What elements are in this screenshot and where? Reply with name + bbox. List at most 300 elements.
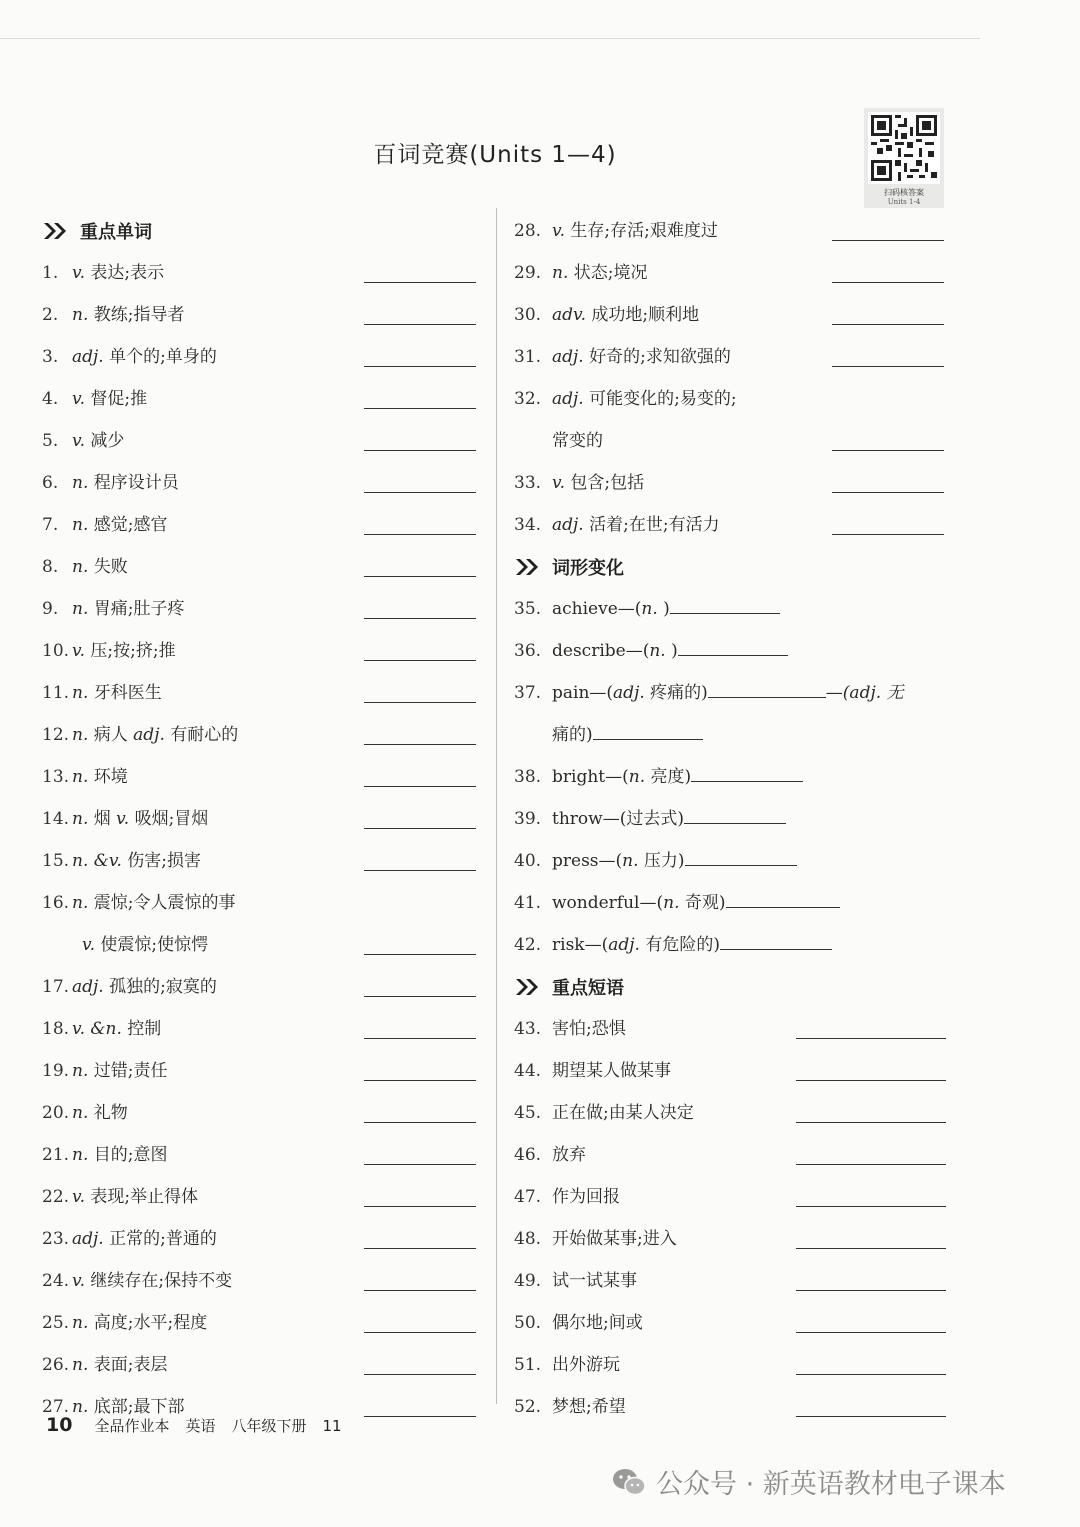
part-of-speech: adj. — [608, 935, 640, 955]
answer-blank[interactable] — [364, 954, 476, 955]
meaning: 胃痛;肚子疼 — [93, 599, 185, 619]
phrase-item — [514, 1344, 950, 1386]
meaning: 震惊;令人震惊的事 — [93, 893, 236, 913]
section-word-forms — [514, 546, 950, 588]
meaning: 高度;水平;程度 — [93, 1313, 208, 1333]
item-number: 44. — [514, 1061, 542, 1081]
phrase-meaning: 出外游玩 — [552, 1355, 620, 1375]
item-number: 15. — [42, 851, 70, 871]
meaning: 单个的;单身的 — [109, 347, 217, 367]
part-of-speech: adj. — [133, 725, 165, 745]
answer-blank[interactable] — [832, 282, 944, 283]
meaning: 烟 — [93, 809, 111, 829]
word-prompt: describe—( — [552, 641, 650, 661]
answer-blank[interactable] — [832, 324, 944, 325]
word-prompt: achieve—( — [552, 599, 642, 619]
phrase-meaning: 开始做某事;进入 — [552, 1229, 677, 1249]
meaning: 表面;表层 — [93, 1355, 168, 1375]
part-of-speech: v. — [72, 641, 85, 661]
item-number: 46. — [514, 1145, 542, 1165]
item-number: 49. — [514, 1271, 542, 1291]
item-number: 1. — [42, 263, 59, 283]
answer-blank[interactable] — [796, 1038, 946, 1039]
meaning: 感觉;感官 — [93, 515, 168, 535]
meaning: 包含;包括 — [570, 473, 645, 493]
answer-blank[interactable] — [364, 702, 476, 703]
part-of-speech: v. — [552, 221, 565, 241]
answer-blank[interactable] — [832, 450, 944, 451]
section-title: 重点短语 — [552, 978, 624, 999]
phrase-item — [514, 1302, 950, 1344]
word-item — [42, 1218, 480, 1260]
part-of-speech: adj. — [72, 977, 104, 997]
answer-blank[interactable] — [670, 599, 780, 614]
page-footer — [46, 1414, 358, 1436]
part-of-speech: v. — [72, 263, 85, 283]
meaning: 控制 — [127, 1019, 162, 1039]
item-number: 18. — [42, 1019, 70, 1039]
meaning: 好奇的;求知欲强的 — [589, 347, 731, 367]
meaning: 状态;境况 — [573, 263, 648, 283]
word-item — [42, 588, 480, 630]
word-item — [42, 546, 480, 588]
section-title: 重点单词 — [80, 222, 152, 243]
right-column — [514, 210, 950, 1428]
meaning: 吸烟;冒烟 — [134, 809, 209, 829]
part-of-speech: n. — [641, 599, 658, 619]
phrase-list — [514, 1008, 950, 1428]
qr-units-caption: Units 1-4 — [887, 198, 921, 206]
word-item — [42, 252, 480, 294]
meaning: 可能变化的;易变的; — [589, 389, 737, 409]
part-of-speech: adj. — [552, 389, 584, 409]
hint: ) — [671, 641, 678, 661]
item-number: 39. — [514, 809, 542, 829]
word-form-item — [514, 798, 950, 840]
meaning: 过错;责任 — [93, 1061, 168, 1081]
phrase-item — [514, 1260, 950, 1302]
meaning: 督促;推 — [90, 389, 148, 409]
phrase-item — [514, 1218, 950, 1260]
part-of-speech: n. — [72, 1061, 89, 1081]
subject: 英语 — [185, 1417, 216, 1435]
wechat-icon — [612, 1467, 646, 1497]
word-item — [42, 966, 480, 1008]
word-item — [42, 672, 480, 714]
answer-blank[interactable] — [796, 1164, 946, 1165]
right-word-list — [514, 210, 950, 546]
word-item — [42, 798, 480, 840]
answer-blank[interactable] — [796, 1416, 946, 1417]
item-number: 30. — [514, 305, 542, 325]
meaning: 教练;指导者 — [93, 305, 185, 325]
answer-blank[interactable] — [364, 1248, 476, 1249]
page-title: 百词竞赛(Units 1—4) — [373, 142, 617, 168]
phrase-meaning: 作为回报 — [552, 1187, 620, 1207]
word-item — [42, 756, 480, 798]
word-item — [514, 336, 950, 378]
item-number: 10. — [42, 641, 70, 661]
double-chevron-icon — [42, 221, 70, 241]
answer-blank[interactable] — [364, 744, 476, 745]
answer-blank[interactable] — [364, 534, 476, 535]
word-prompt: pain—( — [552, 683, 614, 703]
word-item — [42, 1176, 480, 1218]
meaning: 伤害;损害 — [127, 851, 202, 871]
hint: 亮度) — [650, 767, 692, 787]
word-item — [514, 420, 950, 462]
continuation: —(adj. 无 — [825, 683, 904, 703]
item-number: 28. — [514, 221, 542, 241]
meaning: 环境 — [93, 767, 128, 787]
word-item — [42, 1008, 480, 1050]
word-item — [514, 504, 950, 546]
part-of-speech: n. — [72, 1355, 89, 1375]
page-number: 10 — [46, 1414, 73, 1436]
answer-blank[interactable] — [796, 1290, 946, 1291]
part-of-speech: v. &n. — [72, 1019, 122, 1039]
word-item — [42, 294, 480, 336]
answer-blank[interactable] — [364, 492, 476, 493]
answer-blank[interactable] — [685, 851, 797, 866]
answer-blank[interactable] — [796, 1332, 946, 1333]
word-form-item — [514, 882, 950, 924]
part-of-speech: adj. — [552, 515, 584, 535]
phrase-meaning: 期望某人做某事 — [552, 1061, 671, 1081]
answer-blank[interactable] — [364, 1122, 476, 1123]
meaning: 目的;意图 — [93, 1145, 168, 1165]
answer-blank[interactable] — [364, 1206, 476, 1207]
part-of-speech: v. — [82, 935, 95, 955]
meaning: 减少 — [90, 431, 125, 451]
answer-blank[interactable] — [364, 1080, 476, 1081]
item-number: 13. — [42, 767, 70, 787]
word-item — [42, 378, 480, 420]
item-number: 14. — [42, 809, 70, 829]
word-item — [42, 504, 480, 546]
word-item — [42, 462, 480, 504]
item-number: 33. — [514, 473, 542, 493]
part-of-speech: n. — [72, 515, 89, 535]
answer-blank[interactable] — [832, 240, 944, 241]
item-number: 29. — [514, 263, 542, 283]
answer-blank[interactable] — [684, 809, 786, 824]
meaning: 礼物 — [93, 1103, 128, 1123]
item-number: 20. — [42, 1103, 70, 1123]
item-number: 42. — [514, 935, 542, 955]
double-chevron-icon — [514, 977, 542, 997]
meaning: 病人 — [93, 725, 128, 745]
item-number: 47. — [514, 1187, 542, 1207]
word-prompt: throw—( — [552, 809, 627, 829]
answer-blank[interactable] — [796, 1374, 946, 1375]
part-of-speech: n. — [72, 557, 89, 577]
answer-blank[interactable] — [708, 683, 826, 698]
item-number: 23. — [42, 1229, 70, 1249]
word-item — [42, 924, 480, 966]
footer-code: 11 — [322, 1417, 342, 1435]
word-prompt: press—( — [552, 851, 623, 871]
answer-blank[interactable] — [364, 1164, 476, 1165]
qr-code-icon — [868, 112, 940, 184]
word-item — [514, 378, 950, 420]
part-of-speech: adj. — [72, 347, 104, 367]
part-of-speech: v. — [72, 1271, 85, 1291]
section-key-phrases — [514, 966, 950, 1008]
hint: 有危险的) — [645, 935, 720, 955]
meaning: 有耐心的 — [170, 725, 239, 745]
answer-blank[interactable] — [364, 366, 476, 367]
part-of-speech: n. — [72, 599, 89, 619]
answer-blank[interactable] — [364, 828, 476, 829]
meaning: 压;按;挤;推 — [90, 641, 176, 661]
item-number: 27. — [42, 1397, 70, 1417]
meaning: 表达;表示 — [90, 263, 165, 283]
answer-blank[interactable] — [832, 492, 944, 493]
word-prompt: risk—( — [552, 935, 609, 955]
item-number: 12. — [42, 725, 70, 745]
answer-blank[interactable] — [364, 1038, 476, 1039]
word-item — [514, 252, 950, 294]
word-form-item — [514, 630, 950, 672]
item-number: 4. — [42, 389, 59, 409]
part-of-speech: n. — [72, 305, 89, 325]
item-number: 16. — [42, 893, 70, 913]
meaning: 生存;存活;艰难度过 — [570, 221, 718, 241]
answer-blank[interactable] — [364, 282, 476, 283]
answer-blank[interactable] — [796, 1206, 946, 1207]
part-of-speech: v. — [116, 809, 130, 829]
watermark-text: 公众号 · 新英语教材电子课本 — [656, 1469, 1006, 1500]
qr-caption: 扫码核答案 — [884, 188, 924, 197]
phrase-meaning: 试一试某事 — [552, 1271, 637, 1291]
left-word-list — [42, 252, 480, 1428]
item-number: 21. — [42, 1145, 70, 1165]
hint: ) — [663, 599, 670, 619]
meaning: 表现;举止得体 — [90, 1187, 199, 1207]
item-number: 2. — [42, 305, 59, 325]
part-of-speech: n. — [72, 725, 89, 745]
word-form-item — [514, 672, 950, 714]
word-item — [42, 840, 480, 882]
phrase-meaning: 正在做;由某人决定 — [552, 1103, 694, 1123]
part-of-speech: n. — [663, 893, 680, 913]
watermark — [612, 1462, 1006, 1501]
part-of-speech: n. — [72, 767, 89, 787]
meaning: 使震惊;使惊愕 — [100, 935, 209, 955]
word-item — [42, 1302, 480, 1344]
answer-blank[interactable] — [726, 893, 840, 908]
hint: 奇观) — [684, 893, 726, 913]
item-number: 38. — [514, 767, 542, 787]
word-item — [42, 882, 480, 924]
answer-blank[interactable] — [691, 767, 803, 782]
item-number: 24. — [42, 1271, 70, 1291]
word-form-item — [514, 756, 950, 798]
word-item — [42, 420, 480, 462]
part-of-speech: n. — [552, 263, 569, 283]
answer-blank[interactable] — [832, 366, 944, 367]
item-number: 36. — [514, 641, 542, 661]
section-title: 词形变化 — [552, 558, 624, 579]
column-divider — [496, 208, 497, 1404]
part-of-speech: n. — [649, 641, 666, 661]
part-of-speech: n. — [72, 809, 89, 829]
part-of-speech: n. — [72, 893, 89, 913]
answer-blank[interactable] — [364, 786, 476, 787]
answer-blank[interactable] — [364, 324, 476, 325]
phrase-item — [514, 1386, 950, 1428]
part-of-speech: n. — [72, 683, 89, 703]
item-number: 19. — [42, 1061, 70, 1081]
answer-blank[interactable] — [364, 450, 476, 451]
part-of-speech: n. — [622, 851, 639, 871]
answer-blank[interactable] — [796, 1248, 946, 1249]
phrase-meaning: 害怕;恐惧 — [552, 1019, 626, 1039]
answer-blank[interactable] — [364, 408, 476, 409]
left-column — [42, 210, 480, 1428]
item-number: 40. — [514, 851, 542, 871]
hint: 疼痛的) — [650, 683, 708, 703]
word-prompt: wonderful—( — [552, 893, 664, 913]
word-item — [42, 1092, 480, 1134]
item-number: 26. — [42, 1355, 70, 1375]
answer-blank[interactable] — [364, 870, 476, 871]
meaning: 常变的 — [552, 431, 603, 451]
phrase-item — [514, 1008, 950, 1050]
phrase-meaning: 梦想;希望 — [552, 1397, 626, 1417]
part-of-speech: n. — [628, 767, 646, 787]
item-number: 9. — [42, 599, 59, 619]
item-number: 37. — [514, 683, 542, 703]
meaning: 牙科医生 — [93, 683, 162, 703]
part-of-speech: v. — [72, 431, 85, 451]
hint: 压力) — [643, 851, 685, 871]
part-of-speech: adv. — [552, 305, 587, 325]
part-of-speech: v. — [72, 1187, 85, 1207]
part-of-speech: v. — [552, 473, 565, 493]
answer-blank[interactable] — [796, 1080, 946, 1081]
item-number: 17. — [42, 977, 70, 997]
part-of-speech: n. — [72, 1103, 89, 1123]
word-item — [42, 1260, 480, 1302]
item-number: 48. — [514, 1229, 542, 1249]
answer-blank[interactable] — [364, 1374, 476, 1375]
phrase-item — [514, 1134, 950, 1176]
word-form-item — [514, 840, 950, 882]
word-item — [42, 714, 480, 756]
item-number: 34. — [514, 515, 542, 535]
item-number: 7. — [42, 515, 59, 535]
item-number: 45. — [514, 1103, 542, 1123]
answer-blank[interactable] — [364, 1290, 476, 1291]
phrase-item — [514, 1050, 950, 1092]
phrase-meaning: 偶尔地;间或 — [552, 1313, 643, 1333]
part-of-speech: adj. — [72, 1229, 104, 1249]
meaning: 底部;最下部 — [93, 1397, 185, 1417]
meaning: 孤独的;寂寞的 — [109, 977, 217, 997]
word-prompt: 痛的) — [552, 725, 593, 745]
part-of-speech: n. — [72, 1397, 89, 1417]
part-of-speech: v. — [72, 389, 85, 409]
item-number: 32. — [514, 389, 542, 409]
item-number: 5. — [42, 431, 59, 451]
item-number: 6. — [42, 473, 59, 493]
answer-blank[interactable] — [364, 618, 476, 619]
meaning: 程序设计员 — [93, 473, 179, 493]
item-number: 11. — [42, 683, 70, 703]
answer-blank[interactable] — [720, 935, 832, 950]
item-number: 50. — [514, 1313, 542, 1333]
phrase-meaning: 放弃 — [552, 1145, 586, 1165]
part-of-speech: n. — [72, 1313, 89, 1333]
item-number: 22. — [42, 1187, 70, 1207]
word-item — [514, 462, 950, 504]
word-item — [42, 1134, 480, 1176]
answer-blank[interactable] — [364, 996, 476, 997]
word-form-item — [514, 588, 950, 630]
book-name: 全品作业本 — [94, 1417, 170, 1435]
meaning: 失败 — [93, 557, 128, 577]
qr-code[interactable] — [864, 108, 944, 208]
word-item — [42, 1050, 480, 1092]
part-of-speech: adj. — [613, 683, 645, 703]
word-item — [42, 1344, 480, 1386]
answer-blank[interactable] — [832, 534, 944, 535]
phrase-item — [514, 1092, 950, 1134]
double-chevron-icon — [514, 557, 542, 577]
answer-blank[interactable] — [364, 1332, 476, 1333]
meaning: 成功地;顺利地 — [591, 305, 700, 325]
part-of-speech: n. — [72, 1145, 89, 1165]
word-item — [514, 294, 950, 336]
word-item — [42, 336, 480, 378]
meaning: 正常的;普通的 — [109, 1229, 217, 1249]
word-item — [42, 630, 480, 672]
item-number: 43. — [514, 1019, 542, 1039]
item-number: 52. — [514, 1397, 542, 1417]
answer-blank[interactable] — [364, 660, 476, 661]
hint: 过去式) — [626, 809, 684, 829]
phrase-item — [514, 1176, 950, 1218]
answer-blank[interactable] — [678, 641, 788, 656]
item-number: 51. — [514, 1355, 542, 1375]
grade: 八年级下册 — [231, 1417, 307, 1435]
answer-blank[interactable] — [593, 725, 703, 740]
answer-blank[interactable] — [796, 1122, 946, 1123]
item-number: 41. — [514, 893, 542, 913]
part-of-speech: adj. — [552, 347, 584, 367]
answer-blank[interactable] — [364, 1416, 476, 1417]
word-item — [514, 210, 950, 252]
item-number: 3. — [42, 347, 59, 367]
word-form-list — [514, 588, 950, 966]
meaning: 活着;在世;有活力 — [589, 515, 720, 535]
top-rule — [0, 38, 980, 39]
word-form-item — [514, 714, 950, 756]
meaning: 继续存在;保持不变 — [90, 1271, 233, 1291]
item-number: 8. — [42, 557, 59, 577]
item-number: 25. — [42, 1313, 70, 1333]
answer-blank[interactable] — [364, 576, 476, 577]
part-of-speech: n. — [72, 473, 89, 493]
part-of-speech: n. &v. — [72, 851, 122, 871]
word-prompt: bright—( — [552, 767, 629, 787]
word-form-item — [514, 924, 950, 966]
item-number: 35. — [514, 599, 542, 619]
item-number: 31. — [514, 347, 542, 367]
section-key-words — [42, 210, 480, 252]
